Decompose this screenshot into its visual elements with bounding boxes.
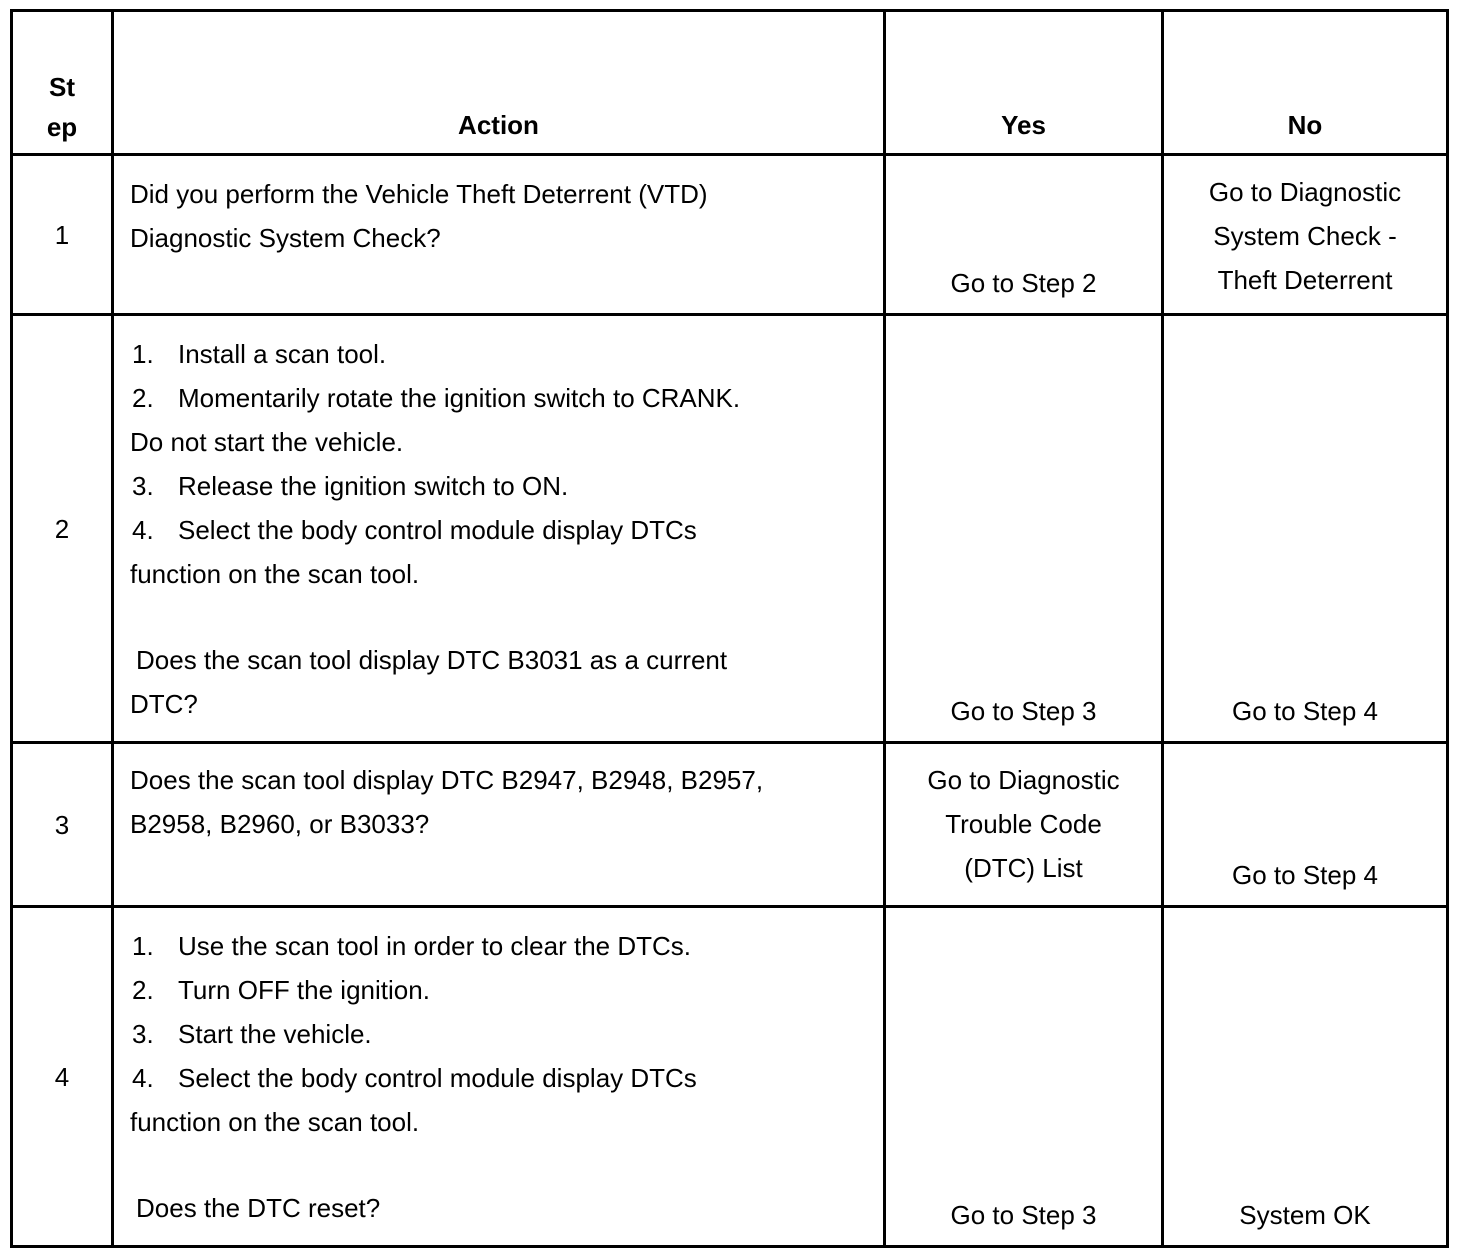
question: Does the DTC reset? xyxy=(136,1193,381,1223)
header-row xyxy=(12,11,1448,155)
action-cell xyxy=(113,315,885,743)
no-cell: Go to Diagnostic System Check - Theft Deterrent xyxy=(1163,155,1448,315)
list-item: 3. Start the vehicle. xyxy=(132,1019,372,1049)
step-number: 2 xyxy=(12,315,113,743)
list-item: 2. Momentarily rotate the ignition switch to CRANK. xyxy=(132,383,741,413)
list-item-continuation: Do not start the vehicle. xyxy=(130,427,404,457)
header-no: No xyxy=(1163,11,1448,155)
yes-cell: Go to Step 3 xyxy=(885,315,1163,743)
list-item-continuation: function on the scan tool. xyxy=(130,559,420,589)
header-step: St ep xyxy=(12,11,113,155)
question-continuation: DTC? xyxy=(130,689,198,719)
action-cell xyxy=(113,743,885,907)
action-line: Does the scan tool display DTC B2947, B2948, B2957, xyxy=(130,765,764,795)
list-item: 4. Select the body control module display DTCs xyxy=(132,1063,697,1093)
no-cell: Go to Step 4 xyxy=(1163,743,1448,907)
step-number: 4 xyxy=(12,907,113,1247)
diagnostic-table xyxy=(10,9,1449,1248)
yes-cell: Go to Step 2 xyxy=(885,155,1163,315)
list-item: 2. Turn OFF the ignition. xyxy=(132,975,430,1005)
list-item: 1. Install a scan tool. xyxy=(132,339,387,369)
list-item: 1. Use the scan tool in order to clear the DTCs. xyxy=(132,931,692,961)
table-row xyxy=(12,743,1448,907)
table-row xyxy=(12,155,1448,315)
list-item: 3. Release the ignition switch to ON. xyxy=(132,471,569,501)
action-line: B2958, B2960, or B3033? xyxy=(130,809,430,839)
action-line: Diagnostic System Check? xyxy=(130,223,441,253)
no-cell: Go to Step 4 xyxy=(1163,315,1448,743)
table-row xyxy=(12,315,1448,743)
table-row xyxy=(12,907,1448,1247)
list-item-continuation: function on the scan tool. xyxy=(130,1107,420,1137)
header-action: Action xyxy=(113,11,885,155)
yes-cell: Go to Diagnostic Trouble Code (DTC) List xyxy=(885,743,1163,907)
step-number: 3 xyxy=(12,743,113,907)
question: Does the scan tool display DTC B3031 as a current xyxy=(136,645,728,675)
header-yes: Yes xyxy=(885,11,1163,155)
list-item: 4. Select the body control module display DTCs xyxy=(132,515,697,545)
action-cell xyxy=(113,155,885,315)
no-cell: System OK xyxy=(1163,907,1448,1247)
action-cell xyxy=(113,907,885,1247)
step-number: 1 xyxy=(12,155,113,315)
yes-cell: Go to Step 3 xyxy=(885,907,1163,1247)
action-line: Did you perform the Vehicle Theft Deterrent (VTD) xyxy=(130,179,708,209)
